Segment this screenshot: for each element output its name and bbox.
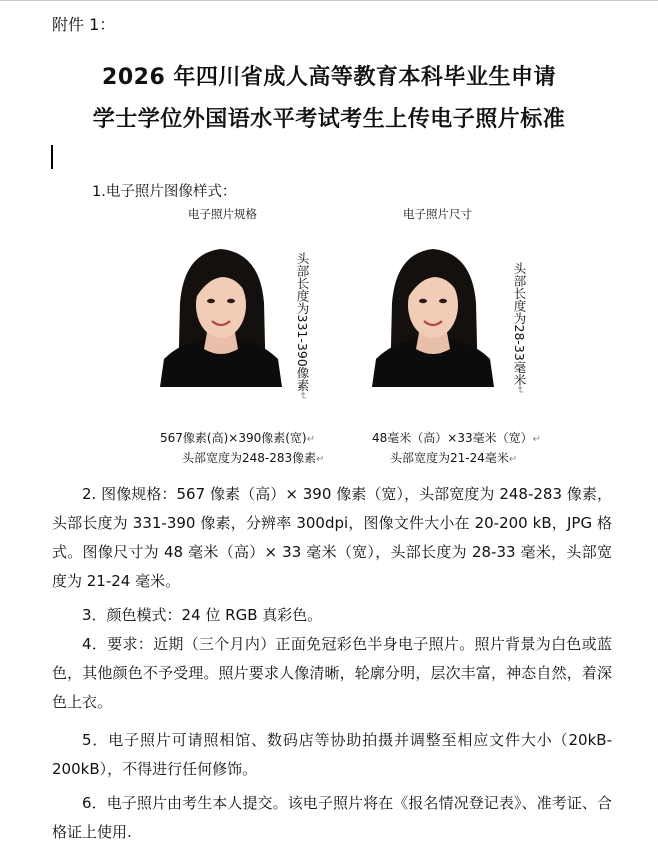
text-cursor [51,145,53,169]
figure-1-head-length-text: 头部长度为331-390像素 [295,252,310,392]
figure-1-caption: 电子照片规格 [188,207,257,221]
attachment-label: 附件 1： [52,15,116,34]
return-mark-icon: ↵ [297,391,308,401]
document-title-line-1: 2026 年四川省成人高等教育本科毕业生申请 [102,65,556,90]
page-top-border [0,0,658,1]
figure-2-caption: 电子照片尺寸 [403,207,472,221]
section-1-heading: 1.电子照片图像样式： [92,184,237,200]
paragraph-submission: 6．电子照片由考生本人提交。该电子照片将在《报名情况登记表》、准考证、合格证上使用. [52,794,612,841]
return-mark-icon: ↵ [532,434,541,445]
sample-photo-1 [160,243,282,387]
figure-1-pixel-size-text: 567像素(高)×390像素(宽) [160,431,307,445]
figure-2-mm-size [372,429,541,446]
paragraph-image-spec: 2. 图像规格：567 像素（高）× 390 像素（宽），头部宽度为 248-283 像素，头部长度为 331-390 像素，分辨率 300dpi，图像文件大小在 20-200 kB，JPG 格式。图像尺寸为 48 毫米（高）× 33 毫米（宽），头部长度为 28-33 毫米，头部宽度为 21-24 毫米。 [52,485,612,590]
document-title-line-2: 学士学位外国语水平考试考生上传电子照片标准 [92,107,566,132]
portrait-graphic [372,243,494,387]
figure-1-head-length-label [295,252,309,400]
paragraph-color-mode: 3．颜色模式：24 位 RGB 真彩色。 [82,606,323,624]
sample-photo-2 [372,243,494,387]
return-mark-icon: ↵ [508,454,518,465]
figure-2-head-length-text: 头部长度为28-33毫米 [512,262,527,386]
paragraph-requirements: 4．要求：近期（三个月内）正面免冠彩色半身电子照片。照片背景为白色或蓝色，其他颜色不予受理。照片要求人像清晰，轮廓分明，层次丰富，神态自然，着深色上衣。 [52,635,612,711]
figure-2-mm-size-text: 48毫米（高）×33毫米（宽） [372,431,533,445]
figure-1-head-width-text: 头部宽度为248-283像素 [182,451,317,465]
figure-2-head-width-text: 头部宽度为21-24毫米 [390,451,509,465]
portrait-graphic [160,243,282,387]
return-mark-icon: ↵ [306,434,315,445]
figure-2-head-length-label [512,262,526,394]
figure-1-pixel-size [160,429,315,446]
return-mark-icon: ↵ [514,385,525,395]
figure-1-head-width [182,449,325,466]
paragraph-photo-studio: 5．电子照片可请照相馆、数码店等协助拍摄并调整至相应文件大小（20kB-200kB），不得进行任何修饰。 [52,731,612,778]
figure-2-head-width [390,449,517,466]
return-mark-icon: ↵ [316,454,325,465]
